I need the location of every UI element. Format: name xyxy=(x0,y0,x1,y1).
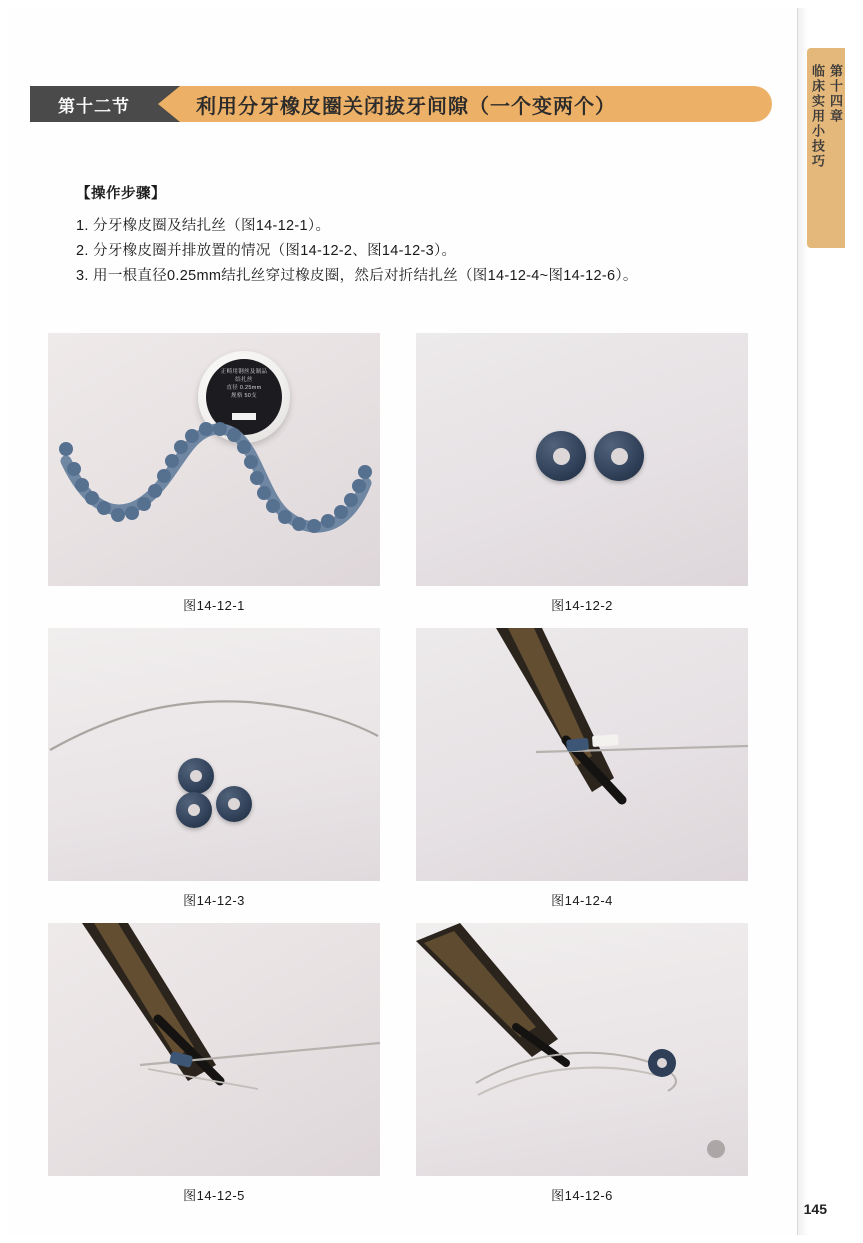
separator-ring xyxy=(536,431,586,481)
section-header xyxy=(30,86,772,122)
step-item: 1. 分牙橡皮圈及结扎丝（图14-12-1）。 xyxy=(76,218,331,234)
figure-cell xyxy=(48,628,380,923)
section-number-tail xyxy=(158,86,180,122)
folded-wire-with-ring xyxy=(416,923,748,1176)
figure-cell xyxy=(48,333,380,628)
figure-row xyxy=(48,628,748,923)
figure-cell xyxy=(416,923,748,1218)
figure-image-3 xyxy=(48,628,380,881)
figure-caption: 图14-12-6 xyxy=(551,1188,613,1203)
section-title-bar xyxy=(158,86,772,122)
spool-label-text: 正畸用钢丝及制品 结扎丝 直径 0.25mm 规格 50支 xyxy=(220,369,268,399)
separator-ring xyxy=(216,786,252,822)
page-number: 145 xyxy=(803,1201,827,1217)
figure-caption: 图14-12-2 xyxy=(551,598,613,613)
section-number: 第十二节 xyxy=(30,86,158,122)
section-title: 利用分牙橡皮圈关闭拔牙间隙（一个变两个） xyxy=(196,95,616,118)
separator-ring xyxy=(176,792,212,828)
needle-holder-and-wire xyxy=(416,628,748,881)
figure-row xyxy=(48,923,748,1218)
figure-cell xyxy=(416,628,748,923)
procedure-steps xyxy=(76,182,736,289)
needle-holder-grasping-wire xyxy=(48,923,380,1176)
figure-cell xyxy=(48,923,380,1218)
figure-row xyxy=(48,333,748,628)
figure-grid xyxy=(48,333,748,1218)
figure-caption: 图14-12-5 xyxy=(183,1188,245,1203)
figure-caption: 图14-12-1 xyxy=(183,598,245,613)
step-item: 3. 用一根直径0.25mm结扎丝穿过橡皮圈，然后对折结扎丝（图14-12-4~图14-12-6）。 xyxy=(76,268,638,284)
figure-image-6 xyxy=(416,923,748,1176)
separator-ring xyxy=(594,431,644,481)
chapter-tab-number: 第十四章 xyxy=(828,64,843,124)
figure-caption: 图14-12-3 xyxy=(183,893,245,908)
step-item: 2. 分牙橡皮圈并排放置的情况（图14-12-2、图14-12-3）。 xyxy=(76,243,457,259)
figure-cell xyxy=(416,333,748,628)
separator-elastic-chain xyxy=(48,333,380,586)
figure-caption: 图14-12-4 xyxy=(551,893,613,908)
steps-heading: 【操作步骤】 xyxy=(76,186,166,202)
chapter-tab-title: 临床实用小技巧 xyxy=(810,64,825,169)
ligature-wire xyxy=(48,628,380,881)
separator-ring xyxy=(178,758,214,794)
figure-image-4 xyxy=(416,628,748,881)
figure-image-5 xyxy=(48,923,380,1176)
figure-image-2 xyxy=(416,333,748,586)
chapter-tab xyxy=(807,48,845,248)
figure-image-1 xyxy=(48,333,380,586)
